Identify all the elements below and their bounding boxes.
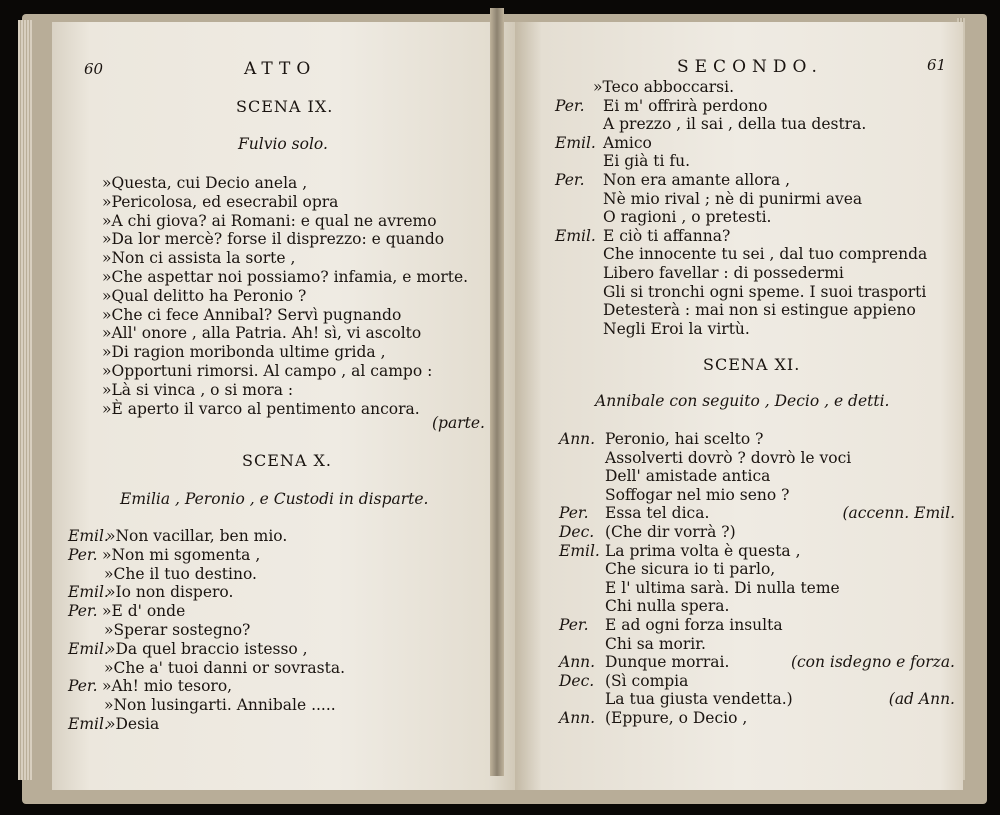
- dialogue-line: E ciò ti affanna?: [603, 226, 731, 245]
- right-page: [515, 22, 963, 790]
- dialogue-line: Chi nulla spera.: [605, 597, 730, 616]
- speaker-label: Per.: [68, 677, 98, 696]
- verse-line: »Là si vinca , o si mora :: [102, 380, 294, 399]
- dialogue-line: Peronio, hai scelto ?: [605, 430, 764, 448]
- speaker-label: Emil.: [559, 541, 600, 560]
- scene-title: SCENA IX.: [236, 97, 334, 116]
- dialogue-line: Non era amante allora ,: [603, 171, 791, 189]
- dialogue-line: »Che il tuo destino.: [104, 564, 257, 583]
- speaker-label: Dec.: [559, 523, 595, 541]
- speaker-label: Ann.: [559, 653, 596, 672]
- scene-characters: Fulvio solo.: [238, 135, 328, 153]
- speaker-label: Dec.: [559, 671, 595, 690]
- verse-line: »A chi giova? ai Romani: e qual ne avremo: [102, 211, 437, 230]
- verse-line: »All' onore , alla Patria. Ah! sì, vi ascolto: [102, 324, 422, 343]
- dialogue-line: Che sicura io ti parlo,: [605, 560, 776, 579]
- dialogue-line: Gli si tronchi ogni speme. I suoi trasporti: [603, 282, 927, 301]
- verse-line: »Qual delitto ha Peronio ?: [102, 286, 307, 305]
- stage-direction: (ad Ann.: [888, 690, 955, 709]
- speaker-label: Emil.: [555, 133, 596, 152]
- speaker-label: Per.: [555, 171, 585, 189]
- dialogue-line: Negli Eroi la virtù.: [603, 319, 750, 338]
- speaker-label: Emil.: [68, 583, 109, 602]
- scene-title: SCENA X.: [242, 451, 332, 470]
- verse-line: »Pericolosa, ed esecrabil opra: [102, 192, 339, 211]
- dialogue-line: Essa tel dica.: [605, 504, 710, 523]
- dialogue-line: Libero favellar : di possedermi: [603, 264, 844, 282]
- speaker-label: Ann.: [559, 430, 596, 448]
- speaker-label: Per.: [68, 545, 98, 564]
- dialogue-line: E ad ogni forza insulta: [605, 616, 783, 634]
- page-number: 61: [927, 56, 947, 74]
- dialogue-line: »Ah! mio tesoro,: [102, 677, 233, 696]
- stage-direction: (accenn. Emil.: [842, 504, 955, 523]
- dialogue-line: La tua giusta vendetta.): [605, 690, 793, 709]
- verse-line: »Che aspettar noi possiamo? infamia, e morte.: [102, 268, 469, 286]
- dialogue-line: O ragioni , o pretesti.: [603, 208, 772, 227]
- verse-line: »Non ci assista la sorte ,: [102, 249, 296, 268]
- dialogue-line: »E d' onde: [102, 602, 186, 621]
- dialogue-line: (Eppure, o Decio ,: [605, 709, 748, 727]
- dialogue-line: Nè mio rival ; nè di punirmi avea: [603, 189, 863, 208]
- dialogue-line: (Sì compia: [605, 671, 689, 690]
- scene-characters: Annibale con seguito , Decio , e detti.: [595, 392, 890, 410]
- verse-line: »È aperto il varco al pentimento ancora.: [102, 399, 420, 418]
- speaker-label: Emil.: [68, 527, 109, 545]
- speaker-label: Per.: [555, 96, 585, 115]
- dialogue-line: Chi sa morir.: [605, 634, 706, 653]
- dialogue-line: Soffogar nel mio seno ?: [605, 485, 790, 504]
- dialogue-line: Ei già ti fu.: [603, 152, 691, 171]
- dialogue-line: »Sperar sostegno?: [104, 621, 251, 639]
- left-page-edges: [18, 20, 32, 780]
- dialogue-line: »Teco abboccarsi.: [593, 78, 734, 96]
- left-page: [52, 22, 527, 790]
- dialogue-line: »Io non dispero.: [106, 583, 234, 602]
- dialogue-line: »Non mi sgomenta ,: [102, 545, 261, 564]
- dialogue-line: Detesterà : mai non si estingue appieno: [603, 301, 916, 320]
- speaker-label: Emil.: [68, 639, 109, 658]
- stage-direction: (parte.: [432, 414, 485, 432]
- dialogue-line: »Che a' tuoi danni or sovrasta.: [104, 658, 346, 677]
- dialogue-line: E l' ultima sarà. Di nulla teme: [605, 578, 840, 597]
- dialogue-line: »Da quel braccio istesso ,: [106, 639, 308, 658]
- speaker-label: Emil.: [68, 715, 109, 733]
- speaker-label: Per.: [559, 616, 589, 634]
- speaker-label: Per.: [68, 602, 98, 621]
- dialogue-line: Amico: [603, 133, 652, 152]
- verse-line: »Che ci fece Annibal? Servì pugnando: [102, 305, 402, 324]
- dialogue-line: Che innocente tu sei , dal tuo comprenda: [603, 245, 928, 264]
- page-number: 60: [84, 60, 104, 78]
- speaker-label: Ann.: [559, 709, 596, 727]
- dialogue-line: (Che dir vorrà ?): [605, 523, 736, 541]
- dialogue-line: »Desia: [106, 715, 160, 733]
- scene-characters: Emilia , Peronio , e Custodi in disparte.: [120, 490, 429, 508]
- verse-line: »Da lor mercè? forse il disprezzo: e quando: [102, 230, 445, 249]
- gutter: [490, 8, 504, 776]
- stage-direction: (con isdegno e forza.: [790, 653, 955, 672]
- dialogue-line: »Non lusingarti. Annibale .....: [104, 696, 336, 715]
- running-head: ATTO: [244, 59, 317, 79]
- verse-line: »Opportuni rimorsi. Al campo , al campo :: [102, 362, 433, 380]
- dialogue-line: A prezzo , il sai , della tua destra.: [603, 115, 867, 134]
- verse-line: »Di ragion moribonda ultime grida ,: [102, 343, 386, 362]
- speaker-label: Per.: [559, 504, 589, 523]
- dialogue-line: Dunque morrai.: [605, 653, 730, 672]
- dialogue-line: Assolverti dovrò ? dovrò le voci: [605, 448, 852, 467]
- verse-line: »Questa, cui Decio anela ,: [102, 174, 308, 192]
- dialogue-line: Ei m' offrirà perdono: [603, 96, 768, 115]
- scene-title: SCENA XI.: [703, 355, 801, 374]
- dialogue-line: »Non vacillar, ben mio.: [106, 527, 288, 545]
- speaker-label: Emil.: [555, 226, 596, 245]
- dialogue-line: La prima volta è questa ,: [605, 541, 801, 560]
- dialogue-line: Dell' amistade antica: [605, 467, 771, 486]
- running-head: SECONDO.: [677, 57, 823, 77]
